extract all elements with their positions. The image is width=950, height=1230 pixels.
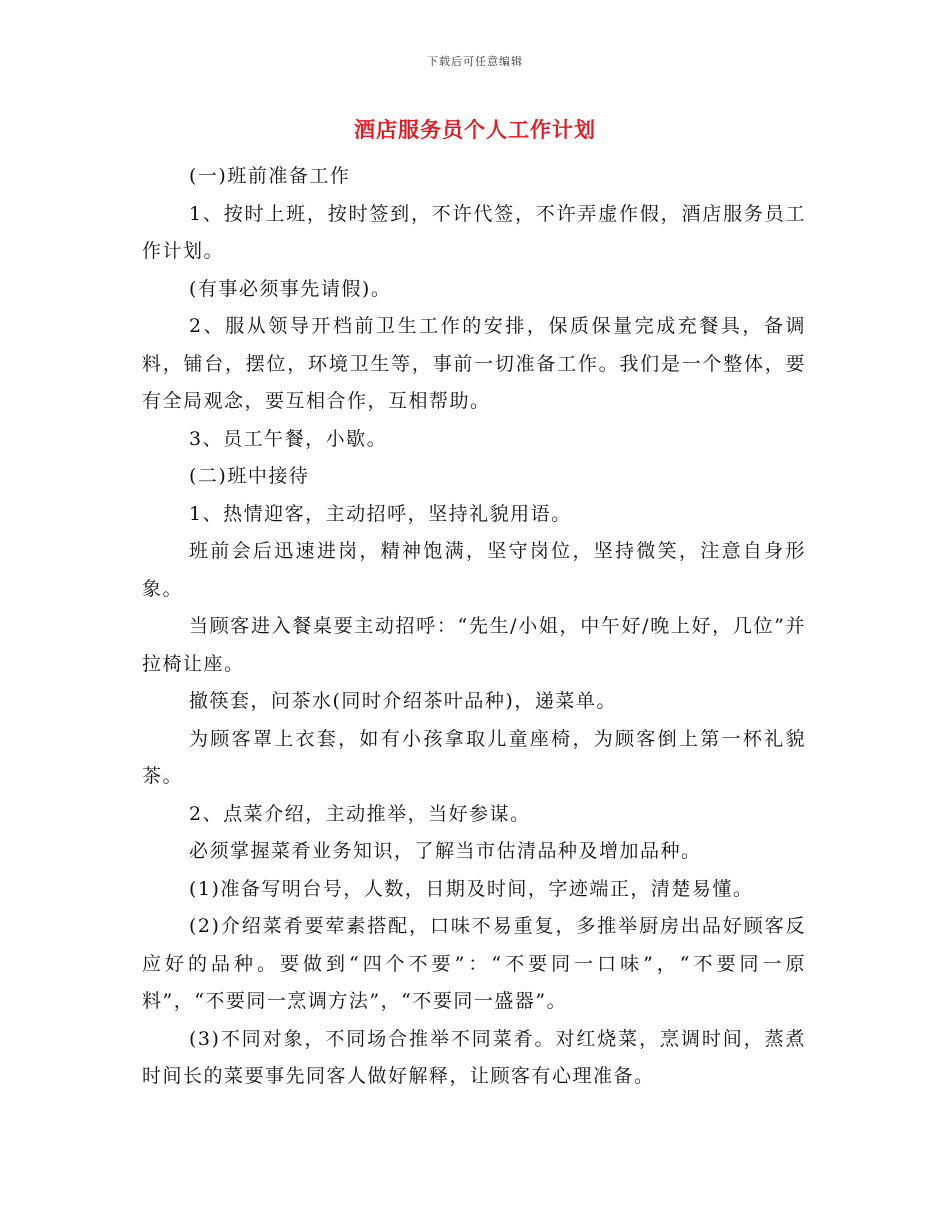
paragraph: 为顾客罩上衣套，如有小孩拿取儿童座椅，为顾客倒上第一杯礼貌茶。: [142, 727, 806, 787]
paragraph: 1、热情迎客，主动招呼，坚持礼貌用语。: [189, 502, 572, 525]
document-title: 酒店服务员个人工作计划: [354, 117, 596, 142]
paragraph: (3)不同对象，不同场合推举不同菜肴。对红烧菜，烹调时间，蒸煮时间长的菜要事先同客人做好解释，让顾客有心理准备。: [142, 1027, 806, 1087]
paragraph: (1)准备写明台号，人数，日期及时间，字迹端正，清楚易懂。: [189, 877, 754, 900]
page-header: 下载后可任意编辑: [427, 55, 523, 68]
paragraph: (有事必须事先请假)。: [189, 277, 392, 300]
paragraph: 班前会后迅速进岗，精神饱满，坚守岗位，坚持微笑，注意自身形象。: [142, 540, 806, 600]
paragraph: 2、点菜介绍，主动推举，当好参谋。: [189, 802, 531, 825]
section-heading: (一)班前准备工作: [189, 165, 351, 187]
paragraph: (2)介绍菜肴要荤素搭配，口味不易重复，多推举厨房出品好顾客反应好的品种。要做到“四个不要”：“不要同一口味”，“不要同一原料”，“不要同一烹调方法”，“不要同一盛器”。: [142, 915, 806, 1012]
paragraph: 2、服从领导开档前卫生工作的安排，保质保量完成充餐具，备调料，铺台，摆位，环境卫生等，事前一切准备工作。我们是一个整体，要有全局观念，要互相合作，互相帮助。: [142, 315, 806, 412]
section-heading: (二)班中接待: [189, 465, 310, 487]
document-body: [142, 158, 806, 1096]
paragraph: 1、按时上班，按时签到，不许代签，不许弄虚作假，酒店服务员工作计划。: [142, 202, 806, 262]
paragraph: 撤筷套，问茶水(同时介绍茶叶品种)，递菜单。: [189, 690, 617, 712]
paragraph: 必须掌握菜肴业务知识，了解当市估清品种及增加品种。: [189, 840, 702, 862]
paragraph: 3、员工午餐，小歇。: [189, 427, 388, 450]
paragraph: 当顾客进入餐桌要主动招呼：“先生/小姐，中午好/晚上好，几位”并拉椅让座。: [142, 615, 806, 675]
